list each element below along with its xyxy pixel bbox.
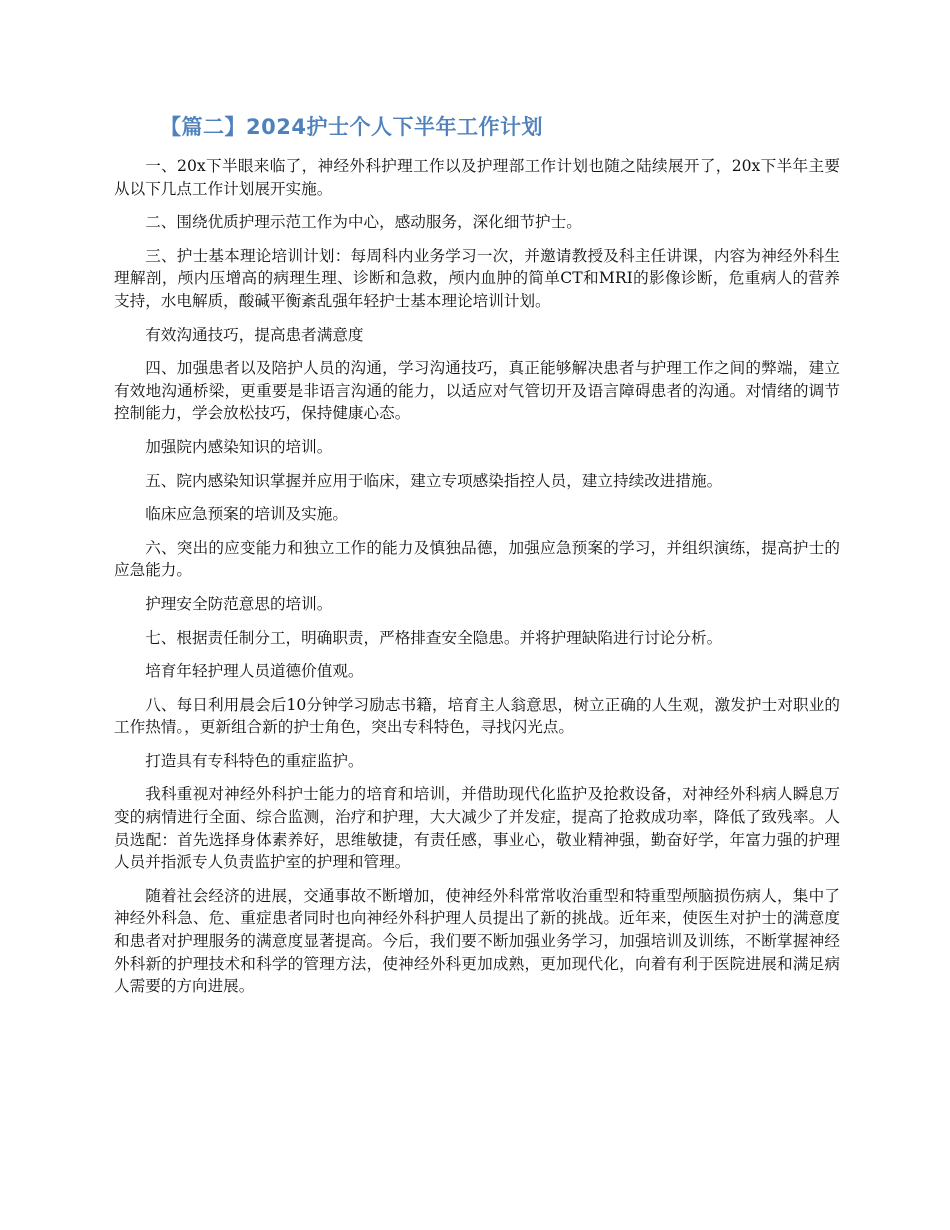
paragraph: 有效沟通技巧，提高患者满意度 [145,325,364,344]
paragraph: 我科重视对神经外科护士能力的培育和培训，并借助现代化监护及抢救设备，对神经外科病人瞬息万变的病情进行全面、综合监测，治疗和护理，大大减少了并发症，提高了抢救成功率，降低了致残率。人员选配：首先选择身体素养好，思维敏捷，有责任感，事业心，敬业精神强，勤奋好学，年富力强的护理人员并指派专人负责监护室的护理和管理。 [114,785,840,872]
paragraph: 随着社会经济的进展，交通事故不断增加，使神经外科常常收治重型和特重型颅脑损伤病人，集中了神经外科急、危、重症患者同时也向神经外科护理人员提出了新的挑战。近年来，使医生对护士的满意度和患者对护理服务的满意度显著提高。今后，我们要不断加强业务学习，加强培训及训练，不断掌握神经外科新的护理技术和科学的管理方法，使神经外科更加成熟，更加现代化，向着有利于医院进展和满足病人需要的方向进展。 [114,886,840,996]
paragraph: 加强院内感染知识的培训。 [145,437,333,456]
document-body [114,155,840,1009]
paragraph: 一、20x下半眼来临了，神经外科护理工作以及护理部工作计划也随之陆续展开了，20x下半年主要从以下几点工作计划展开实施。 [114,157,840,198]
paragraph: 护理安全防范意思的培训。 [145,594,333,613]
document-title: 【篇二】2024护士个人下半年工作计划 [160,115,543,139]
paragraph: 八、每日利用晨会后10分钟学习励志书籍，培育主人翁意思，树立正确的人生观，激发护士对职业的工作热情。，更新组合新的护士角色，突出专科特色，寻找闪光点。 [114,695,840,737]
paragraph: 临床应急预案的培训及实施。 [145,505,348,524]
paragraph: 二、围绕优质护理示范工作为中心，感动服务，深化细节护士。 [145,213,582,232]
paragraph: 四、加强患者以及陪护人员的沟通，学习沟通技巧，真正能够解决患者与护理工作之间的弊端，建立有效地沟通桥梁，更重要是非语言沟通的能力，以适应对气管切开及语言障碍患者的沟通。对情绪的调节控制能力，学会放松技巧，保持健康心态。 [114,359,840,423]
paragraph: 七、根据责任制分工，明确职责，严格排查安全隐患。并将护理缺陷进行讨论分析。 [145,628,723,647]
paragraph: 五、院内感染知识掌握并应用于临床，建立专项感染指控人员，建立持续改进措施。 [145,471,723,490]
paragraph: 打造具有专科特色的重症监护。 [145,751,364,770]
paragraph: 六、突出的应变能力和独立工作的能力及慎独品德，加强应急预案的学习，并组织演练，提高护士的应急能力。 [114,538,840,580]
paragraph: 培育年轻护理人员道德价值观。 [145,662,364,681]
paragraph: 三、护士基本理论培训计划：每周科内业务学习一次，并邀请教授及科主任讲课，内容为神经外科生理解剖，颅内压增高的病理生理、诊断和急救，颅内血肿的简单CT和MRI的影像诊断，危重病人的营养支持，水电解质，酸碱平衡紊乱强年轻护士基本理论培训计划。 [114,246,840,310]
